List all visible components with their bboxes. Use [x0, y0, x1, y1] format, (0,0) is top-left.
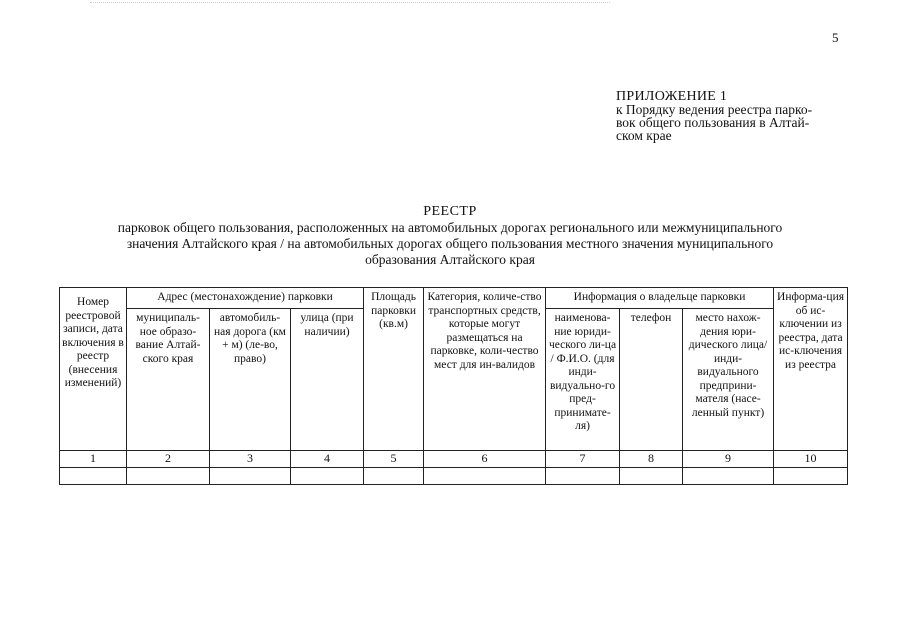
column-number: 5 — [364, 451, 424, 468]
registry-heading — [60, 204, 840, 268]
column-number-row — [60, 451, 848, 468]
column-number: 7 — [546, 451, 620, 468]
empty-cell — [210, 468, 291, 485]
registry-table — [59, 287, 848, 485]
appendix-line: вок общего пользования в Алтай- — [616, 115, 810, 130]
column-number: 8 — [620, 451, 683, 468]
column-number: 3 — [210, 451, 291, 468]
header-cell: место нахож-дения юри-дического лица/инди-видуального предприни-мателя (насе-ленный пункт) — [683, 309, 774, 451]
empty-cell — [60, 468, 127, 485]
heading-line: парковок общего пользования, расположенных на автомобильных дорогах регионального или межмуниципального — [117, 220, 783, 235]
empty-cell — [774, 468, 848, 485]
registry-title: РЕЕСТР — [423, 204, 477, 219]
empty-cell — [364, 468, 424, 485]
header-cell: автомобиль-ная дорога (км + м) (ле-во, право) — [210, 309, 291, 451]
column-number: 9 — [683, 451, 774, 468]
column-number: 4 — [291, 451, 364, 468]
column-number: 10 — [774, 451, 848, 468]
empty-table-row — [60, 468, 848, 485]
header-cell: наименова-ние юриди-ческого ли-ца / Ф.И.О. (для инди-видуально-го пред-принимате-ля) — [546, 309, 620, 451]
appendix-block — [616, 90, 856, 142]
header-cell: Номер реестровой записи, дата включения в реестр (внесения изменений) — [60, 288, 127, 451]
appendix-line: к Порядку ведения реестра парко- — [616, 102, 813, 117]
appendix-title: ПРИЛОЖЕНИЕ 1 — [616, 89, 728, 104]
header-cell: муниципаль-ное образо-вание Алтай-ского края — [127, 309, 210, 451]
column-number: 1 — [60, 451, 127, 468]
empty-cell — [127, 468, 210, 485]
empty-cell — [620, 468, 683, 485]
header-cell: Информа-ция об ис-ключении из реестра, дата ис-ключения из реестра — [774, 288, 848, 451]
header-cell: Площадь парковки (кв.м) — [364, 288, 424, 451]
header-group-owner: Информация о владельце парковки — [546, 288, 774, 309]
heading-line: образования Алтайского края — [365, 252, 535, 267]
empty-cell — [424, 468, 546, 485]
appendix-line: ском крае — [616, 128, 672, 143]
header-cell: телефон — [620, 309, 683, 451]
heading-line: значения Алтайского края / на автомобильных дорогах общего пользования местного значения муниципального — [126, 236, 774, 251]
column-number: 2 — [127, 451, 210, 468]
page-number: 5 — [832, 30, 839, 45]
header-cell: улица (при наличии) — [291, 309, 364, 451]
empty-cell — [683, 468, 774, 485]
header-cell: Категория, количе-ство транспортных средств, которые могут размещаться на парковке, коли-чество мест для ин-валидов — [424, 288, 546, 451]
scan-artifact — [90, 2, 610, 7]
column-number: 6 — [424, 451, 546, 468]
table-header-row — [60, 288, 848, 309]
empty-cell — [546, 468, 620, 485]
empty-cell — [291, 468, 364, 485]
header-group-address: Адрес (местонахождение) парковки — [127, 288, 364, 309]
